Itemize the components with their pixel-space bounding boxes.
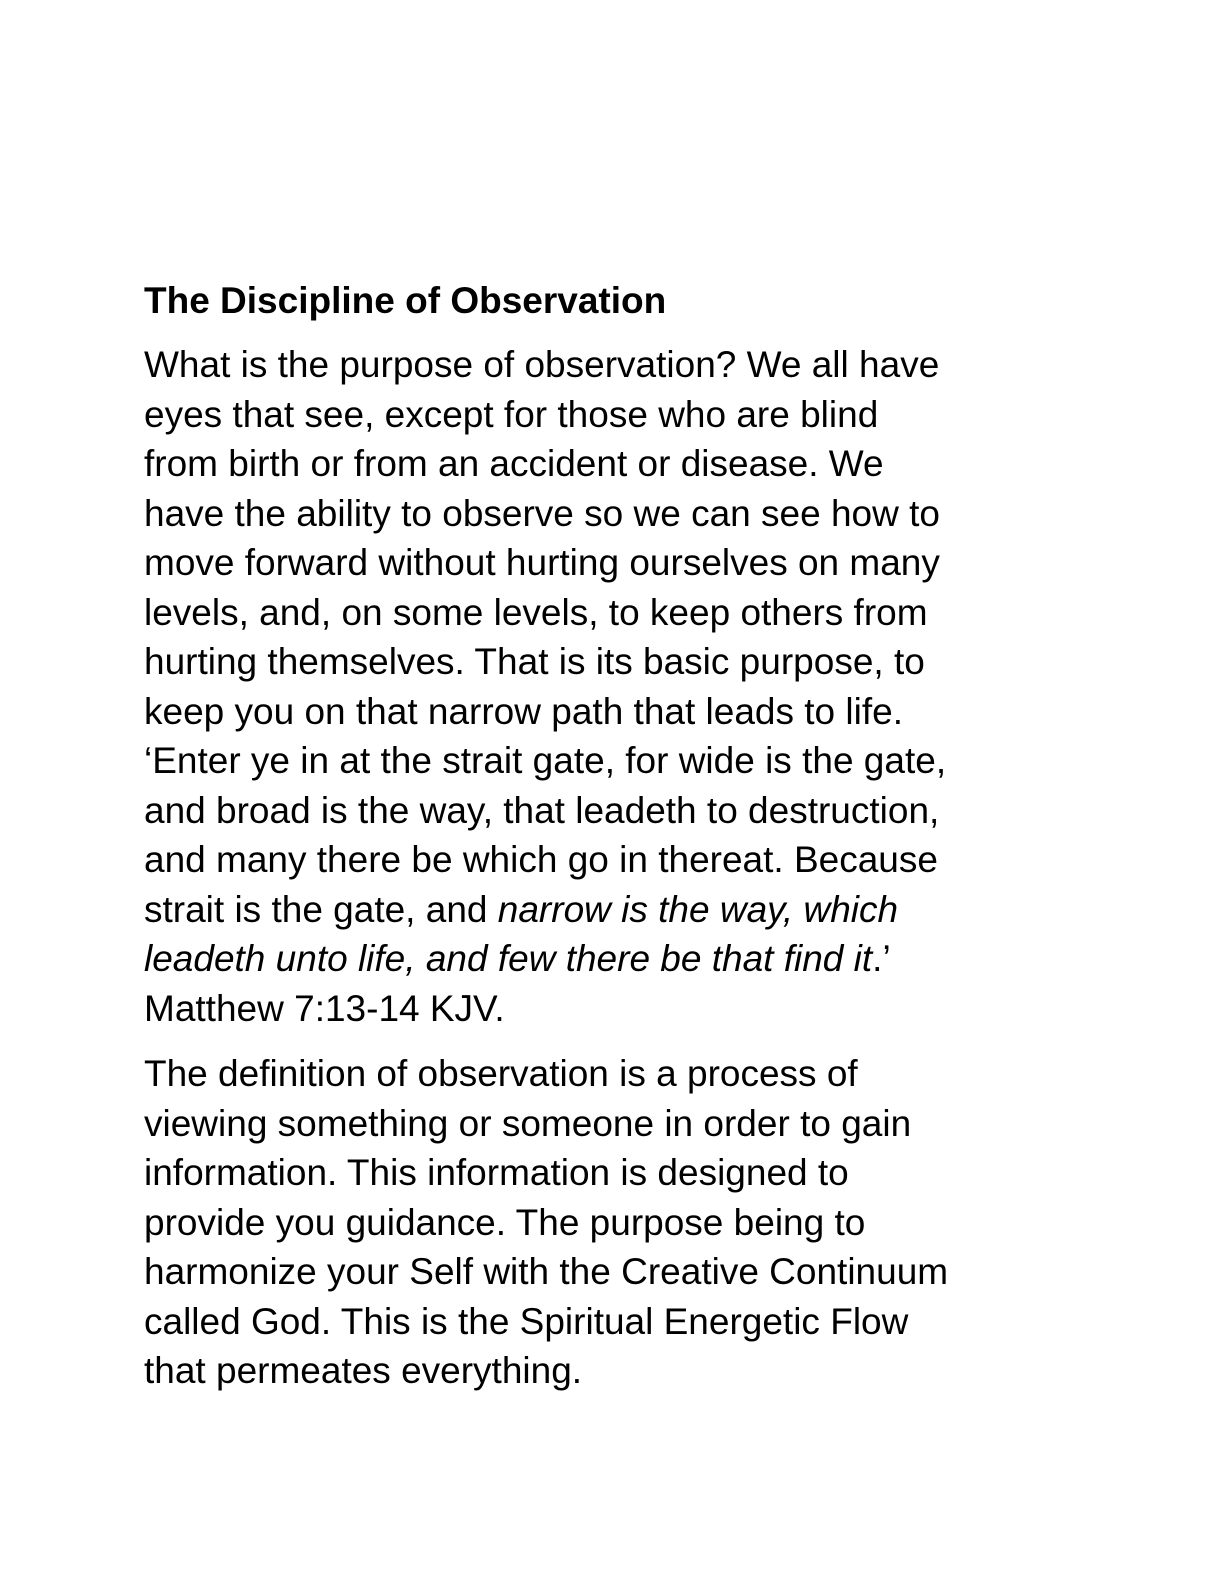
italic-quote-segment: leadeth unto life, and few there be that find it [144, 938, 873, 979]
text-line: from birth or from an accident or disease. We [144, 443, 884, 484]
document-page [144, 276, 1084, 1412]
text-line: The definition of observation is a process of [144, 1053, 858, 1094]
text-line: eyes that see, except for those who are blind [144, 393, 879, 435]
text-line: ‘Enter ye in at the strait gate, for wide is the gate, [144, 740, 947, 781]
text-line: and broad is the way, that leadeth to destruction, [144, 789, 940, 831]
text-segment: strait is the gate, and [144, 888, 498, 930]
text-line: called God. This is the Spiritual Energetic Flow [144, 1300, 909, 1342]
text-line-mixed [144, 885, 1084, 935]
text-line: information. This information is designed to [144, 1152, 849, 1193]
text-line: viewing something or someone in order to gain [144, 1102, 912, 1144]
text-line: What is the purpose of observation? We all have [144, 344, 940, 385]
text-line: levels, and, on some levels, to keep others from [144, 591, 928, 633]
document-title: The Discipline of Observation [144, 280, 667, 321]
text-line: hurting themselves. That is its basic purpose, to [144, 641, 925, 682]
scripture-citation: Matthew 7:13-14 KJV. [144, 987, 505, 1029]
text-line: provide you guidance. The purpose being to [144, 1201, 866, 1243]
text-line: move forward without hurting ourselves on many [144, 542, 940, 583]
text-line: that permeates everything. [144, 1350, 583, 1391]
text-segment: .’ [872, 938, 891, 979]
italic-quote-segment: narrow is the way, which [497, 888, 899, 930]
text-line: harmonize your Self with the Creative Continuum [144, 1251, 949, 1292]
paragraph-definition [144, 1049, 1084, 1396]
text-line: keep you on that narrow path that leads to life. [144, 690, 903, 732]
text-line: have the ability to observe so we can see how to [144, 492, 940, 534]
text-line: and many there be which go in thereat. Because [144, 839, 938, 880]
paragraph-purpose [144, 340, 1084, 1033]
text-line-mixed [144, 934, 1084, 984]
